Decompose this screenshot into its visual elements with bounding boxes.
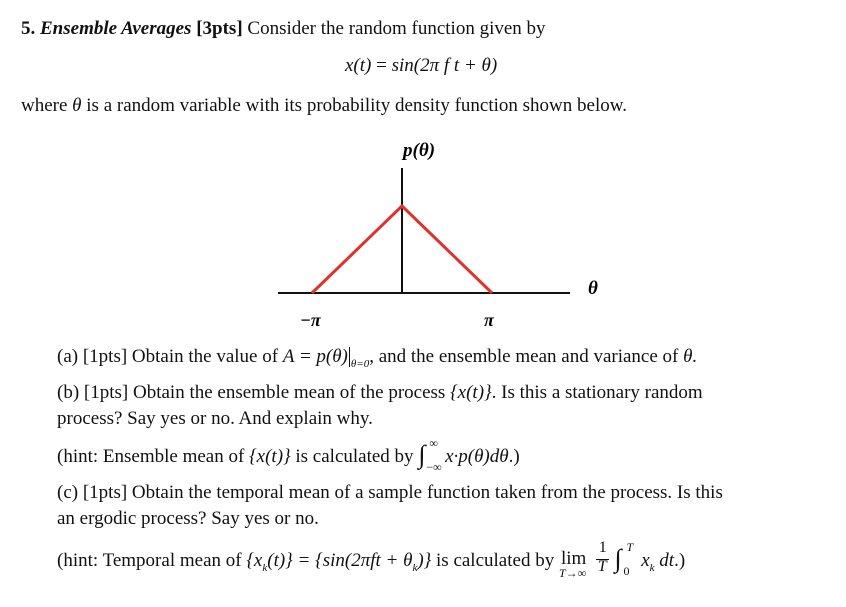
where-symbol: θ <box>72 95 82 116</box>
hint2-expr-sub: k <box>262 561 268 574</box>
hint2-lim: lim T→∞ <box>558 548 587 580</box>
part-a-rest: , and the ensemble mean and variance of <box>369 346 679 367</box>
equation-rhs: sin(2π f t + θ) <box>391 55 498 76</box>
hint1-integrand: x·p(θ)dθ <box>445 446 509 467</box>
pdf-xlabel: θ <box>588 278 598 299</box>
hint1-mid: is calculated by <box>295 446 414 467</box>
hint2-expr2-sub: k <box>412 561 418 574</box>
problem-number: 5. <box>21 18 36 39</box>
pdf-ylabel: p(θ) <box>403 140 436 161</box>
hint2-mid: is calculated by <box>436 550 555 571</box>
equation-lhs: x(t) <box>345 55 372 76</box>
part-c-line1: (c) [1pts] Obtain the temporal mean of a sample function taken from the process. Is this <box>57 482 723 503</box>
problem-points: [3pts] <box>196 18 243 39</box>
part-a-sub: θ=0 <box>350 357 370 370</box>
hint1-expr: {x(t)} <box>249 446 291 467</box>
part-a-label: (a) [1pts] Obtain the value of <box>57 346 279 367</box>
part-a-expr: A = p(θ) <box>282 346 348 367</box>
hint2-fraction <box>596 539 610 575</box>
hint2-integrand-post: dt <box>659 550 675 571</box>
part-a-end: θ. <box>683 346 698 367</box>
main-equation: x(t) = sin(2π f t + θ) <box>345 55 498 76</box>
problem-title: Ensemble Averages <box>40 18 192 39</box>
hint2-expr3: )} <box>417 550 432 571</box>
part-b-post: . Is this a stationary random <box>491 382 703 403</box>
part-b-expr: {x(t)} <box>450 382 492 403</box>
hint1-post: .) <box>508 446 520 467</box>
hint2-integral: ∫ T 0 <box>614 540 634 578</box>
where-after: is a random variable with its probability density function shown below. <box>86 95 627 116</box>
hint2-expr2: (t)} = {sin(2πft + θ <box>267 550 413 571</box>
hint2-int-lower: 0 <box>623 564 630 578</box>
hint2-expr: {x <box>246 550 263 571</box>
where-line <box>21 95 627 117</box>
hint2-integrand: x <box>641 550 650 571</box>
hint1-upper: ∞ <box>429 436 438 450</box>
hint1-pre: (hint: Ensemble mean of <box>57 446 245 467</box>
tick-label-minus-pi: −π <box>300 310 321 330</box>
hint2-frac-den: T <box>597 558 607 575</box>
where-before: where <box>21 95 68 116</box>
problem-intro: Consider the random function given by <box>247 18 546 39</box>
hint2-int-upper: T <box>626 540 634 554</box>
part-b-line2: process? Say yes or no. And explain why. <box>57 408 373 429</box>
hint2-integrand-sub: k <box>649 561 655 574</box>
part-c-line2: an ergodic process? Say yes or no. <box>57 508 319 529</box>
part-b-line1 <box>57 382 703 404</box>
tick-label-pi: π <box>484 310 494 330</box>
hint-2 <box>57 539 686 580</box>
hint2-lim-sub: T→∞ <box>558 566 587 580</box>
part-b-pre: (b) [1pts] Obtain the ensemble mean of the process <box>57 382 446 403</box>
problem-heading <box>21 18 546 40</box>
hint1-lower: −∞ <box>426 460 442 474</box>
hint-1 <box>57 436 520 474</box>
hint2-frac-num: 1 <box>598 539 607 556</box>
pdf-figure <box>270 136 630 336</box>
part-a <box>57 346 697 370</box>
hint2-pre: (hint: Temporal mean of <box>57 550 242 571</box>
hint2-post: .) <box>674 550 686 571</box>
hint1-integral: ∫ ∞ −∞ <box>418 436 442 474</box>
